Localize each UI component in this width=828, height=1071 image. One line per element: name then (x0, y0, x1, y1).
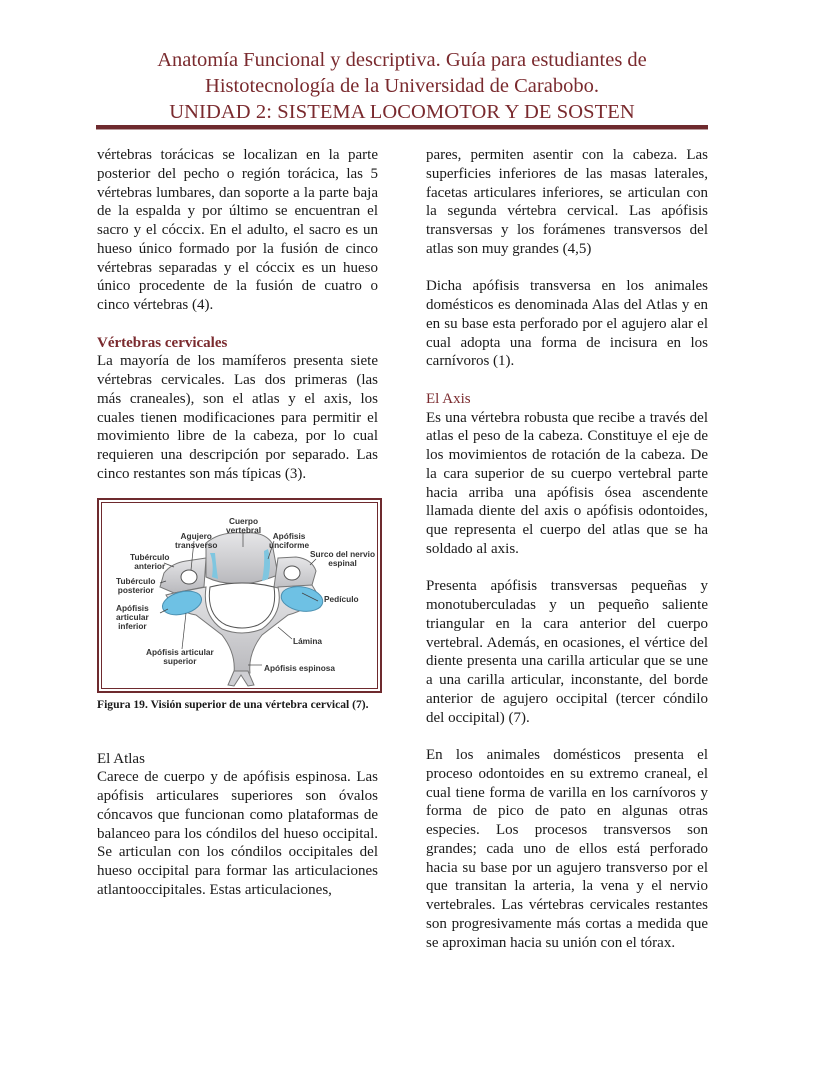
label-tuberculo-anterior: Tubérculo anterior (130, 551, 170, 571)
label-surco-nervio-espinal: Surco del nervio espinal (310, 548, 376, 568)
atlas-paragraph: Carece de cuerpo y de apófisis espinosa. Las apófisis articulares superiores son óvalos cóncavos que funcionan como plataformas de balanceo para los cóndilos del hueso occipital. Se articulan con los cóndilos occipitales del hueso occipital para formar las articulaciones atlantooccipitales. Estas articulaciones, (97, 769, 378, 898)
header-unit-title: UNIDAD 2: SISTEMA LOCOMOTOR Y DE SOSTEN (169, 101, 635, 123)
header-title-line-2: Histotecnología de la Universidad de Carabobo. (205, 75, 599, 97)
right-column (426, 146, 708, 952)
label-apofisis-espinosa: Apófisis espinosa (264, 662, 336, 673)
left-column (97, 146, 378, 900)
atlas-continued-paragraph: pares, permiten asentir con la cabeza. Las superficies inferiores de las masas laterales, facetas articulares inferiores, se articulan con la segunda vértebra cervical. Las apófisis transversas y los forámenes transversos del atlas son muy grandes (4,5) (426, 147, 708, 257)
intro-paragraph: vértebras torácicas se localizan en la parte posterior del pecho o región torácica, las 5 vértebras lumbares, dan soporte a la parte baja de la espalda y por último se encuentran el sacro y el cóccix. En el adulto, el sacro es un hueso único formado por la fusión de cinco vértebras separadas y el cóccix es un hueso único procedente de la fusión de cuatro o cinco vértebras (4). (97, 147, 378, 313)
figure-19-frame (97, 498, 382, 693)
axis-paragraph-2: Presenta apófisis transversas pequeñas y monotuberculadas y un pequeño saliente triangular en la cara anterior del cuerpo vertebral. Además, en ocasiones, el vértice del diente presenta una carilla articular que se une a una carilla articular, inconstante, del borde anterior de agujero occipital (tercer cóndilo del occipital) (7). (426, 578, 708, 726)
label-lamina: Lámina (293, 635, 323, 646)
section-heading-axis: El Axis (426, 390, 471, 407)
label-pediculo: Pedículo (324, 593, 359, 604)
document-header (96, 47, 708, 125)
label-apofisis-unciforme: Apófisis unciforme (269, 530, 310, 550)
header-title-line-1: Anatomía Funcional y descriptiva. Guía para estudiantes de (157, 49, 647, 71)
figure-caption: Figura 19. Visión superior de una vértebra cervical (7). (97, 697, 369, 711)
label-agujero-transverso: Agujero transverso (175, 530, 218, 550)
domestic-animals-paragraph: En los animales domésticos presenta el proceso odontoides en su extremo craneal, el cual tiene forma de varilla en los carnívoros y forma de pico de pato en algunas otras especies. Los procesos transversos son grandes; cada uno de ellos está perforado hacia su base por un agujero transverso por el que transitan la arteria, la vena y el nervio vertebrales. Las vértebras cervicales restantes son progresivamente más cortas a medida que se aproximan hacia su unión con el tórax. (426, 747, 708, 951)
alas-del-atlas-paragraph: Dicha apófisis transversa en los animales domésticos es denominada Alas del Atlas y en en su base esta perforado por el agujero alar el cual adopta una forma de incisura en los carnívoros (1). (426, 278, 708, 370)
section-heading-atlas: El Atlas (97, 750, 145, 767)
label-cuerpo-vertebral: Cuerpo vertebral (226, 515, 262, 535)
label-tuberculo-posterior: Tubérculo posterior (116, 575, 156, 595)
section-heading-cervical: Vértebras cervicales (97, 334, 228, 351)
header-divider (96, 125, 708, 129)
axis-paragraph: Es una vértebra robusta que recibe a través del atlas el peso de la cabeza. Constituye el eje de los movimientos de rotación de la cabeza. De la cara superior de su cuerpo vertebral parte hacia arriba una apófisis ósea ascendente llamada diente del axis o apófisis odontoides, que representa el cuerpo del atlas que se ha soldado al axis. (426, 409, 708, 557)
vertebra-illustration (101, 502, 378, 689)
label-apofisis-articular-superior: Apófisis articular superior (146, 646, 214, 666)
cervical-paragraph: La mayoría de los mamíferos presenta siete vértebras cervicales. Las dos primeras (las más craneales), son el atlas y el axis, los cuales tienen modificaciones para permitir el movimiento libre de la cabeza, por lo cual requieren una descripción por separado. Las cinco restantes son más típicas (3). (97, 353, 378, 482)
label-apofisis-articular-inferior: Apófisis articular inferior (116, 602, 149, 631)
